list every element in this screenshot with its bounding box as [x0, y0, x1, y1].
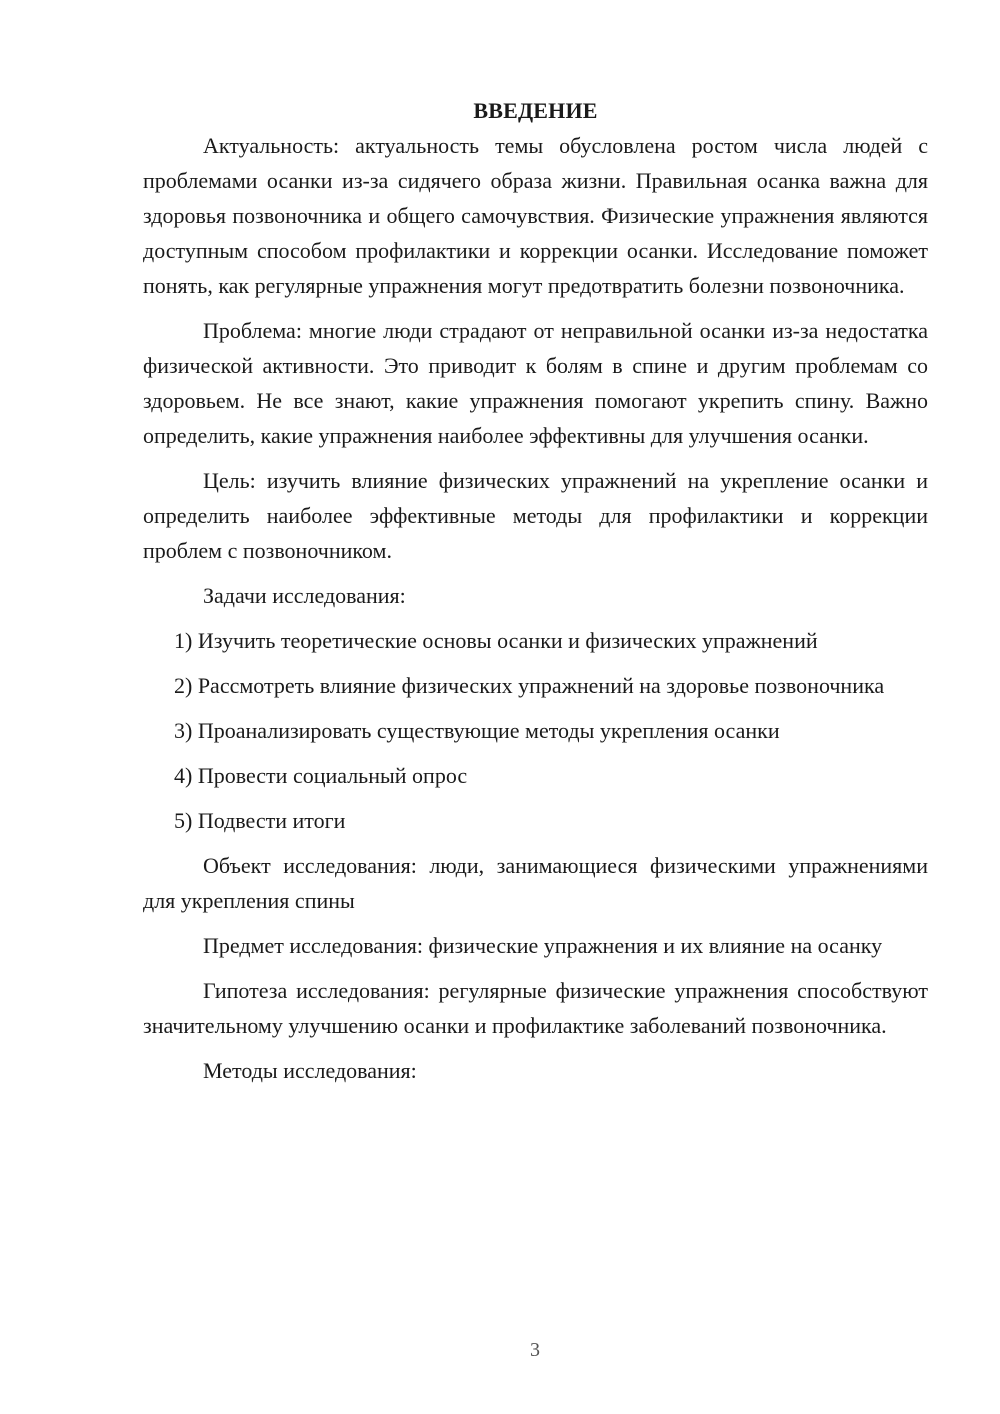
- paragraph-hypothesis: Гипотеза исследования: регулярные физические упражнения способствуют значительному улучшению осанки и профилактике заболеваний позвоночника.: [143, 978, 928, 1038]
- paragraph-problem: Проблема: многие люди страдают от неправильной осанки из-за недостатка физической активности. Это приводит к болям в спине и другим проблемам со здоровьем. Не все знают, какие упражнения помогают укрепить спину. Важно определить, какие упражнения наиболее эффективны для улучшения осанки.: [143, 318, 928, 448]
- task-item-3: 3) Проанализировать существующие методы укрепления осанки: [174, 718, 780, 743]
- paragraph-subject: Предмет исследования: физические упражнения и их влияние на осанку: [203, 933, 883, 958]
- task-item-1: 1) Изучить теоретические основы осанки и физических упражнений: [174, 628, 818, 653]
- methods-heading: Методы исследования:: [203, 1058, 417, 1083]
- paragraph-goal: Цель: изучить влияние физических упражнений на укрепление осанки и определить наиболее эффективные методы для профилактики и коррекции проблем с позвоночником.: [143, 468, 928, 563]
- tasks-heading: Задачи исследования:: [203, 583, 406, 608]
- task-item-5: 5) Подвести итоги: [174, 808, 346, 833]
- page-number: 3: [530, 1339, 540, 1361]
- task-item-2: 2) Рассмотреть влияние физических упражнений на здоровье позвоночника: [174, 673, 885, 698]
- paragraph-object: Объект исследования: люди, занимающиеся физическими упражнениями для укрепления спины: [143, 853, 928, 913]
- page-content: [143, 93, 928, 1088]
- section-title: ВВЕДЕНИЕ: [473, 98, 598, 123]
- task-item-4: 4) Провести социальный опрос: [174, 763, 468, 788]
- paragraph-relevance: Актуальность: актуальность темы обусловлена ростом числа людей с проблемами осанки из-за сидячего образа жизни. Правильная осанка важна для здоровья позвоночника и общего самочувствия. Физические упражнения являются доступным способом профилактики и коррекции осанки. Исследование поможет понять, как регулярные упражнения могут предотвратить болезни позвоночника.: [143, 133, 928, 298]
